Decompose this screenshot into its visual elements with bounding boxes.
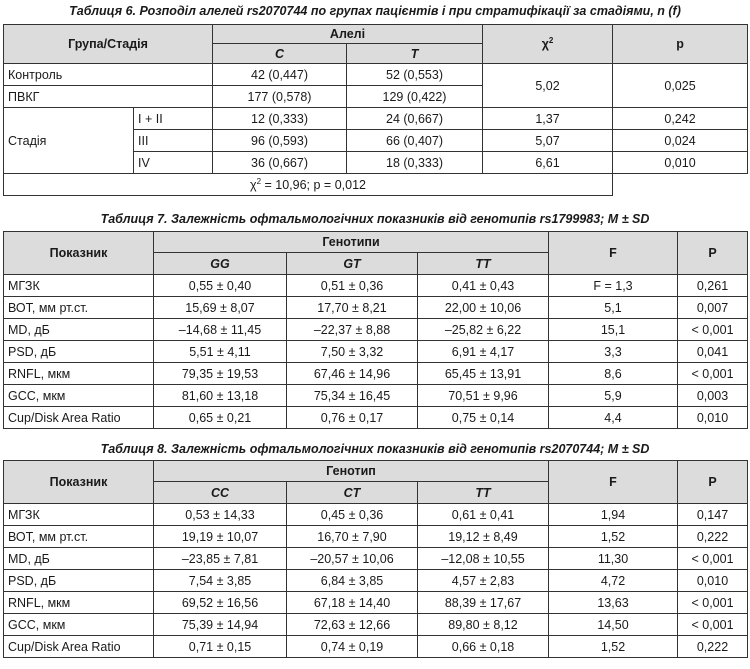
cell-p: 0,041 [678, 341, 748, 363]
cell-cc: 19,19 ± 10,07 [154, 526, 287, 548]
cell-f: 8,6 [549, 363, 678, 385]
table6-header-p: p [613, 25, 748, 64]
table8-header-cc: CC [154, 482, 287, 504]
table7-header-genotypes: Генотипи [154, 232, 549, 253]
cell-p: 0,024 [613, 130, 748, 152]
cell-f: 5,1 [549, 297, 678, 319]
cell-cc: –23,85 ± 7,81 [154, 548, 287, 570]
cell-ct: 67,18 ± 14,40 [287, 592, 418, 614]
cell-tt: 89,80 ± 8,12 [418, 614, 549, 636]
table-row [4, 504, 748, 526]
cell-c: 42 (0,447) [213, 64, 347, 86]
table6-caption: Таблиця 6. Розподіл алелей rs2070744 по групах пацієнтів і при стратифікації за стадіями, n (f) [69, 4, 681, 18]
table7-header-gt: GT [287, 253, 418, 275]
table8-header-ct: CT [287, 482, 418, 504]
cell-f: 4,72 [549, 570, 678, 592]
cell-cc: 0,71 ± 0,15 [154, 636, 287, 658]
table-row [4, 319, 748, 341]
cell-chi: 6,61 [483, 152, 613, 174]
cell-tt: 19,12 ± 8,49 [418, 526, 549, 548]
cell-ct: –20,57 ± 10,06 [287, 548, 418, 570]
table-row [4, 570, 748, 592]
cell-tt: 65,45 ± 13,91 [418, 363, 549, 385]
table6 [3, 24, 748, 196]
cell-p: < 0,001 [678, 548, 748, 570]
cell-ct: 72,63 ± 12,66 [287, 614, 418, 636]
row-label: ПВКГ [4, 86, 213, 108]
cell-cc: 75,39 ± 14,94 [154, 614, 287, 636]
table7-header-indicator: Показник [4, 232, 154, 275]
footer-text: = 10,96; p = 0,012 [261, 177, 366, 192]
cell-gt: 17,70 ± 8,21 [287, 297, 418, 319]
stage-name: I + II [134, 108, 213, 130]
table7-header-gg: GG [154, 253, 287, 275]
cell-cc: 7,54 ± 3,85 [154, 570, 287, 592]
table-row [4, 341, 748, 363]
table8-header-indicator: Показник [4, 461, 154, 504]
cell-gg: 0,55 ± 0,40 [154, 275, 287, 297]
table8-caption: Таблиця 8. Залежність офтальмологічних показників від генотипів rs2070744; M ± SD [100, 442, 650, 456]
table6-footer [4, 174, 613, 196]
table-row [4, 64, 748, 86]
cell-p: 0,010 [678, 407, 748, 429]
cell-f: 15,1 [549, 319, 678, 341]
cell-ct: 0,74 ± 0,19 [287, 636, 418, 658]
row-label: Cup/Disk Area Ratio [4, 407, 154, 429]
cell-gt: 7,50 ± 3,32 [287, 341, 418, 363]
cell-tt: 4,57 ± 2,83 [418, 570, 549, 592]
cell-f: 3,3 [549, 341, 678, 363]
cell-f: 1,94 [549, 504, 678, 526]
cell-tt: 0,61 ± 0,41 [418, 504, 549, 526]
stage-label: Стадія [4, 108, 134, 174]
cell-p: 0,025 [613, 64, 748, 108]
cell-tt: 22,00 ± 10,06 [418, 297, 549, 319]
cell-cc: 0,53 ± 14,33 [154, 504, 287, 526]
cell-chi: 5,02 [483, 64, 613, 108]
row-label: PSD, дБ [4, 570, 154, 592]
cell-ct: 0,45 ± 0,36 [287, 504, 418, 526]
row-label: PSD, дБ [4, 341, 154, 363]
cell-gg: 0,65 ± 0,21 [154, 407, 287, 429]
cell-c: 12 (0,333) [213, 108, 347, 130]
cell-c: 36 (0,667) [213, 152, 347, 174]
table-row [4, 385, 748, 407]
cell-p: 0,242 [613, 108, 748, 130]
cell-f: 1,52 [549, 526, 678, 548]
cell-gt: –22,37 ± 8,88 [287, 319, 418, 341]
row-label: ВОТ, мм рт.ст. [4, 297, 154, 319]
table-row [4, 526, 748, 548]
cell-p: < 0,001 [678, 592, 748, 614]
table-row [4, 407, 748, 429]
stage-name: IV [134, 152, 213, 174]
row-label: ВОТ, мм рт.ст. [4, 526, 154, 548]
cell-p: 0,261 [678, 275, 748, 297]
cell-gt: 75,34 ± 16,45 [287, 385, 418, 407]
cell-gt: 0,51 ± 0,36 [287, 275, 418, 297]
table8-header-f: F [549, 461, 678, 504]
cell-tt: 0,75 ± 0,14 [418, 407, 549, 429]
table8-header-p: P [678, 461, 748, 504]
cell-t: 18 (0,333) [347, 152, 483, 174]
cell-gg: 81,60 ± 13,18 [154, 385, 287, 407]
table6-header-chi [483, 25, 613, 64]
cell-chi: 5,07 [483, 130, 613, 152]
stage-name: III [134, 130, 213, 152]
cell-p: 0,222 [678, 526, 748, 548]
empty-cell [613, 174, 748, 196]
table6-footer-row [4, 174, 748, 196]
table8-header-genotypes: Генотип [154, 461, 549, 482]
row-label: Контроль [4, 64, 213, 86]
cell-tt: 88,39 ± 17,67 [418, 592, 549, 614]
row-label: MD, дБ [4, 319, 154, 341]
table7-caption: Таблиця 7. Залежність офтальмологічних показників від генотипів rs1799983; M ± SD [100, 212, 650, 226]
table-row [4, 636, 748, 658]
row-label: RNFL, мкм [4, 592, 154, 614]
cell-t: 129 (0,422) [347, 86, 483, 108]
row-label: GCC, мкм [4, 614, 154, 636]
cell-f: 4,4 [549, 407, 678, 429]
cell-p: < 0,001 [678, 319, 748, 341]
cell-tt: 0,66 ± 0,18 [418, 636, 549, 658]
chi-symbol: χ [541, 37, 549, 51]
cell-p: < 0,001 [678, 614, 748, 636]
cell-f: 11,30 [549, 548, 678, 570]
table-row [4, 363, 748, 385]
table6-header-allele-t: T [347, 44, 483, 64]
cell-tt: 70,51 ± 9,96 [418, 385, 549, 407]
table-row [4, 548, 748, 570]
cell-p: 0,222 [678, 636, 748, 658]
chi-symbol: χ [250, 177, 257, 192]
cell-p: 0,147 [678, 504, 748, 526]
table6-header-allele-c: C [213, 44, 347, 64]
table-row [4, 108, 748, 130]
cell-tt: 6,91 ± 4,17 [418, 341, 549, 363]
cell-t: 52 (0,553) [347, 64, 483, 86]
cell-tt: 0,41 ± 0,43 [418, 275, 549, 297]
table-row [4, 275, 748, 297]
cell-p: 0,007 [678, 297, 748, 319]
cell-t: 24 (0,667) [347, 108, 483, 130]
cell-gg: 79,35 ± 19,53 [154, 363, 287, 385]
table7 [3, 231, 748, 429]
cell-f: 5,9 [549, 385, 678, 407]
cell-cc: 69,52 ± 16,56 [154, 592, 287, 614]
cell-ct: 16,70 ± 7,90 [287, 526, 418, 548]
cell-gg: 15,69 ± 8,07 [154, 297, 287, 319]
cell-f: 14,50 [549, 614, 678, 636]
cell-chi: 1,37 [483, 108, 613, 130]
row-label: МГЗК [4, 504, 154, 526]
table8-header-tt: TT [418, 482, 549, 504]
cell-p: 0,003 [678, 385, 748, 407]
table6-header-row [4, 25, 748, 44]
cell-f: 13,63 [549, 592, 678, 614]
row-label: Cup/Disk Area Ratio [4, 636, 154, 658]
table7-header-f: F [549, 232, 678, 275]
row-label: MD, дБ [4, 548, 154, 570]
cell-gt: 0,76 ± 0,17 [287, 407, 418, 429]
row-label: RNFL, мкм [4, 363, 154, 385]
table6-header-alleles: Алелі [213, 25, 483, 44]
table6-header-group: Група/Стадія [4, 25, 213, 64]
chi-superscript: 2 [548, 35, 554, 45]
table8 [3, 460, 748, 658]
table7-header-p: P [678, 232, 748, 275]
cell-gt: 67,46 ± 14,96 [287, 363, 418, 385]
cell-f: F = 1,3 [549, 275, 678, 297]
table-row [4, 614, 748, 636]
table-row [4, 592, 748, 614]
table7-header-row [4, 232, 748, 253]
table8-header-row [4, 461, 748, 482]
cell-p: 0,010 [613, 152, 748, 174]
cell-f: 1,52 [549, 636, 678, 658]
row-label: МГЗК [4, 275, 154, 297]
cell-p: 0,010 [678, 570, 748, 592]
cell-ct: 6,84 ± 3,85 [287, 570, 418, 592]
chi-superscript: 2 [256, 176, 262, 186]
cell-tt: –25,82 ± 6,22 [418, 319, 549, 341]
row-label: GCC, мкм [4, 385, 154, 407]
cell-gg: –14,68 ± 11,45 [154, 319, 287, 341]
cell-p: < 0,001 [678, 363, 748, 385]
table7-header-tt: TT [418, 253, 549, 275]
cell-tt: –12,08 ± 10,55 [418, 548, 549, 570]
table-row [4, 297, 748, 319]
cell-c: 96 (0,593) [213, 130, 347, 152]
cell-gg: 5,51 ± 4,11 [154, 341, 287, 363]
cell-t: 66 (0,407) [347, 130, 483, 152]
cell-c: 177 (0,578) [213, 86, 347, 108]
